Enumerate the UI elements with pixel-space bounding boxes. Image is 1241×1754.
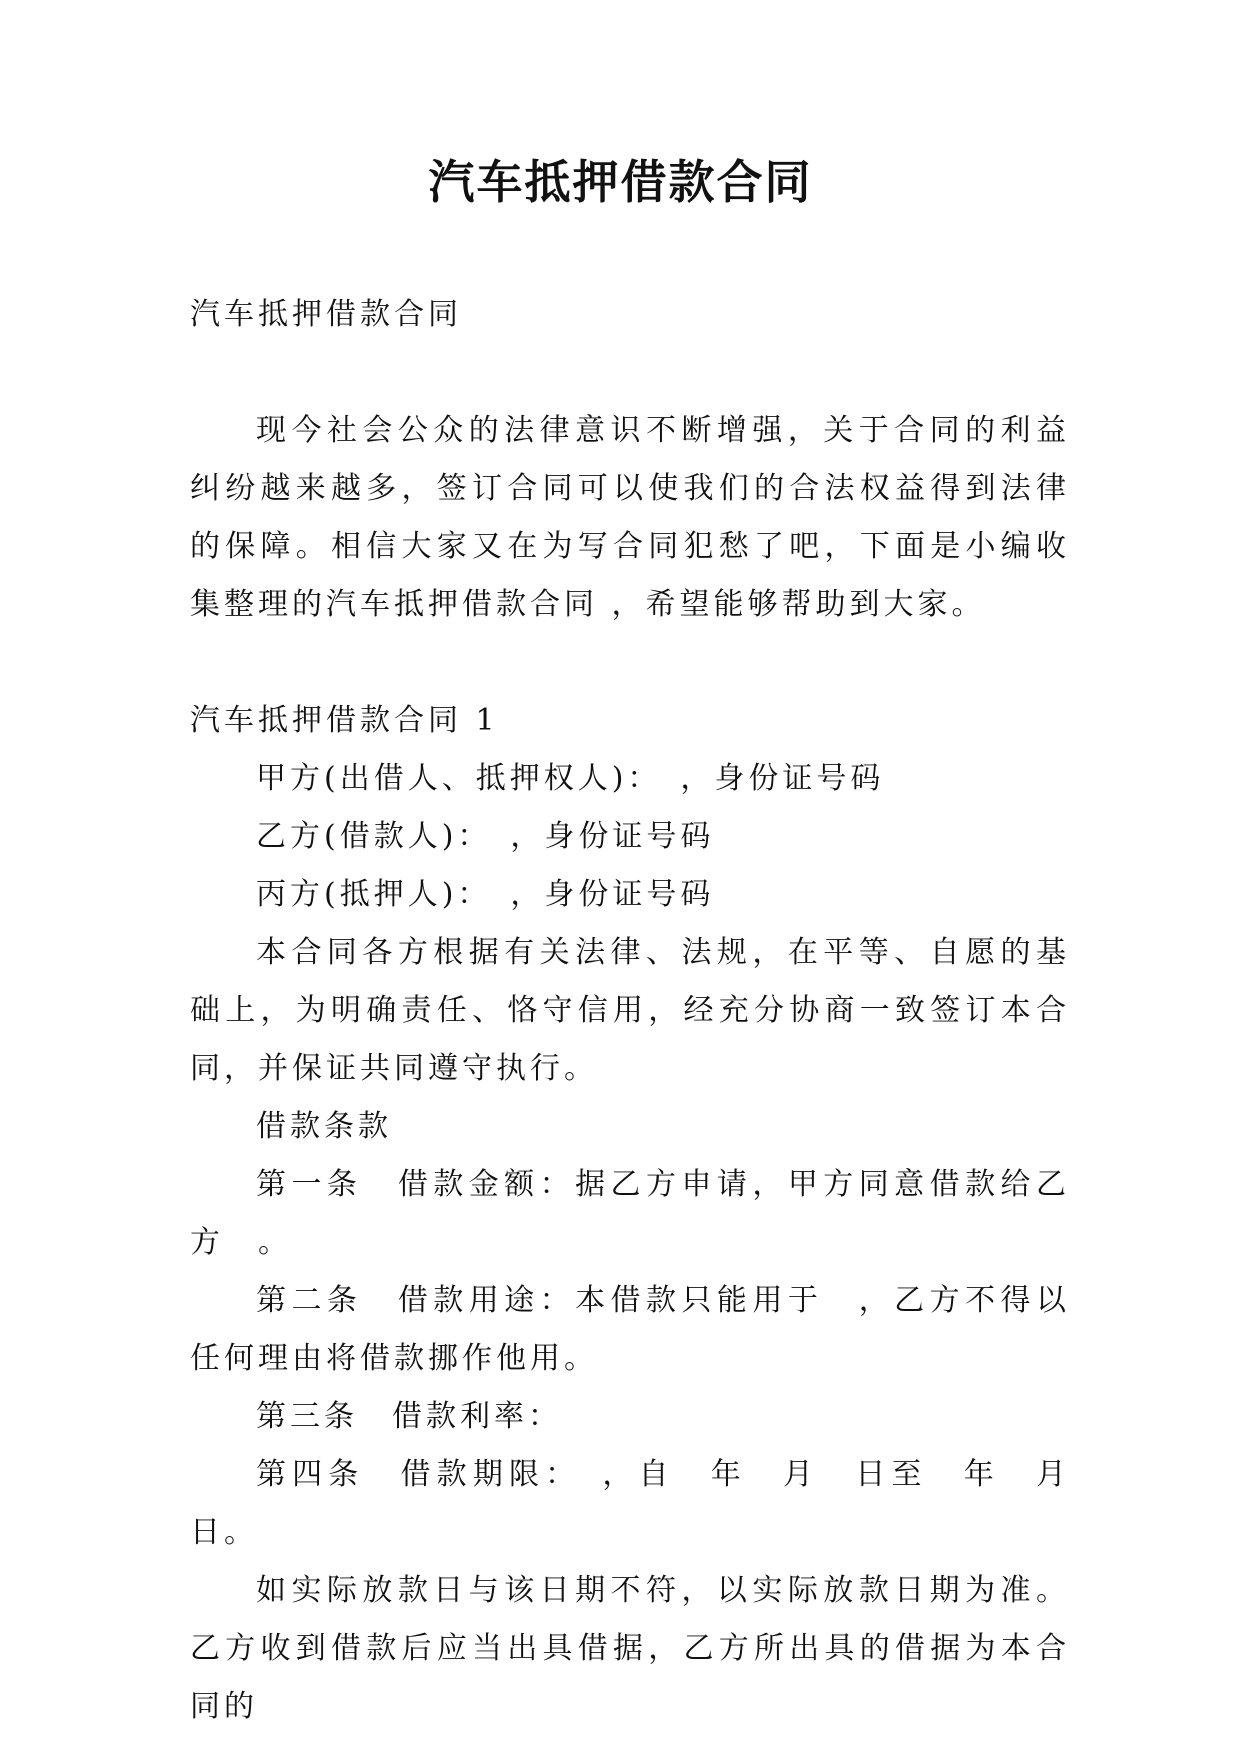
- document-title: 汽车抵押借款合同: [428, 155, 813, 209]
- article-4: 第四条 借款期限： ，自 年 月 日至 年 月 日。: [190, 1457, 1104, 1550]
- clause-heading: 借款条款: [256, 1109, 392, 1144]
- intro-paragraph: 现今社会公众的法律意识不断增强，关于合同的利益纠纷越来越多，签订合同可以使我们的合法权益得到法律的保障。相信大家又在为写合同犯愁了吧，下面是小编收集整理的汽车抵押借款合同 ，希望能够帮助到大家。: [190, 413, 1070, 622]
- article-3: 第三条 借款利率：: [256, 1399, 562, 1434]
- article-1: 第一条 借款金额：据乙方申请，甲方同意借款给乙方 。: [190, 1167, 1070, 1260]
- party-a-line: 甲方(出借人、抵押权人)： ，身份证号码: [256, 761, 885, 796]
- section-heading: 汽车抵押借款合同 1: [190, 703, 499, 738]
- party-c-line: 丙方(抵押人)： ，身份证号码: [256, 877, 715, 912]
- article-4-note: 如实际放款日与该日期不符，以实际放款日期为准。乙方收到借款后应当出具借据，乙方所出具的借据为本合同的: [190, 1573, 1070, 1724]
- document-subtitle: 汽车抵押借款合同: [190, 297, 462, 332]
- preamble-paragraph: 本合同各方根据有关法律、法规，在平等、自愿的基础上，为明确责任、恪守信用，经充分协商一致签订本合同，并保证共同遵守执行。: [190, 935, 1070, 1086]
- party-b-line: 乙方(借款人)： ，身份证号码: [256, 819, 715, 854]
- article-2: 第二条 借款用途：本借款只能用于 ，乙方不得以任何理由将借款挪作他用。: [190, 1283, 1070, 1376]
- document-body: [190, 286, 1104, 1736]
